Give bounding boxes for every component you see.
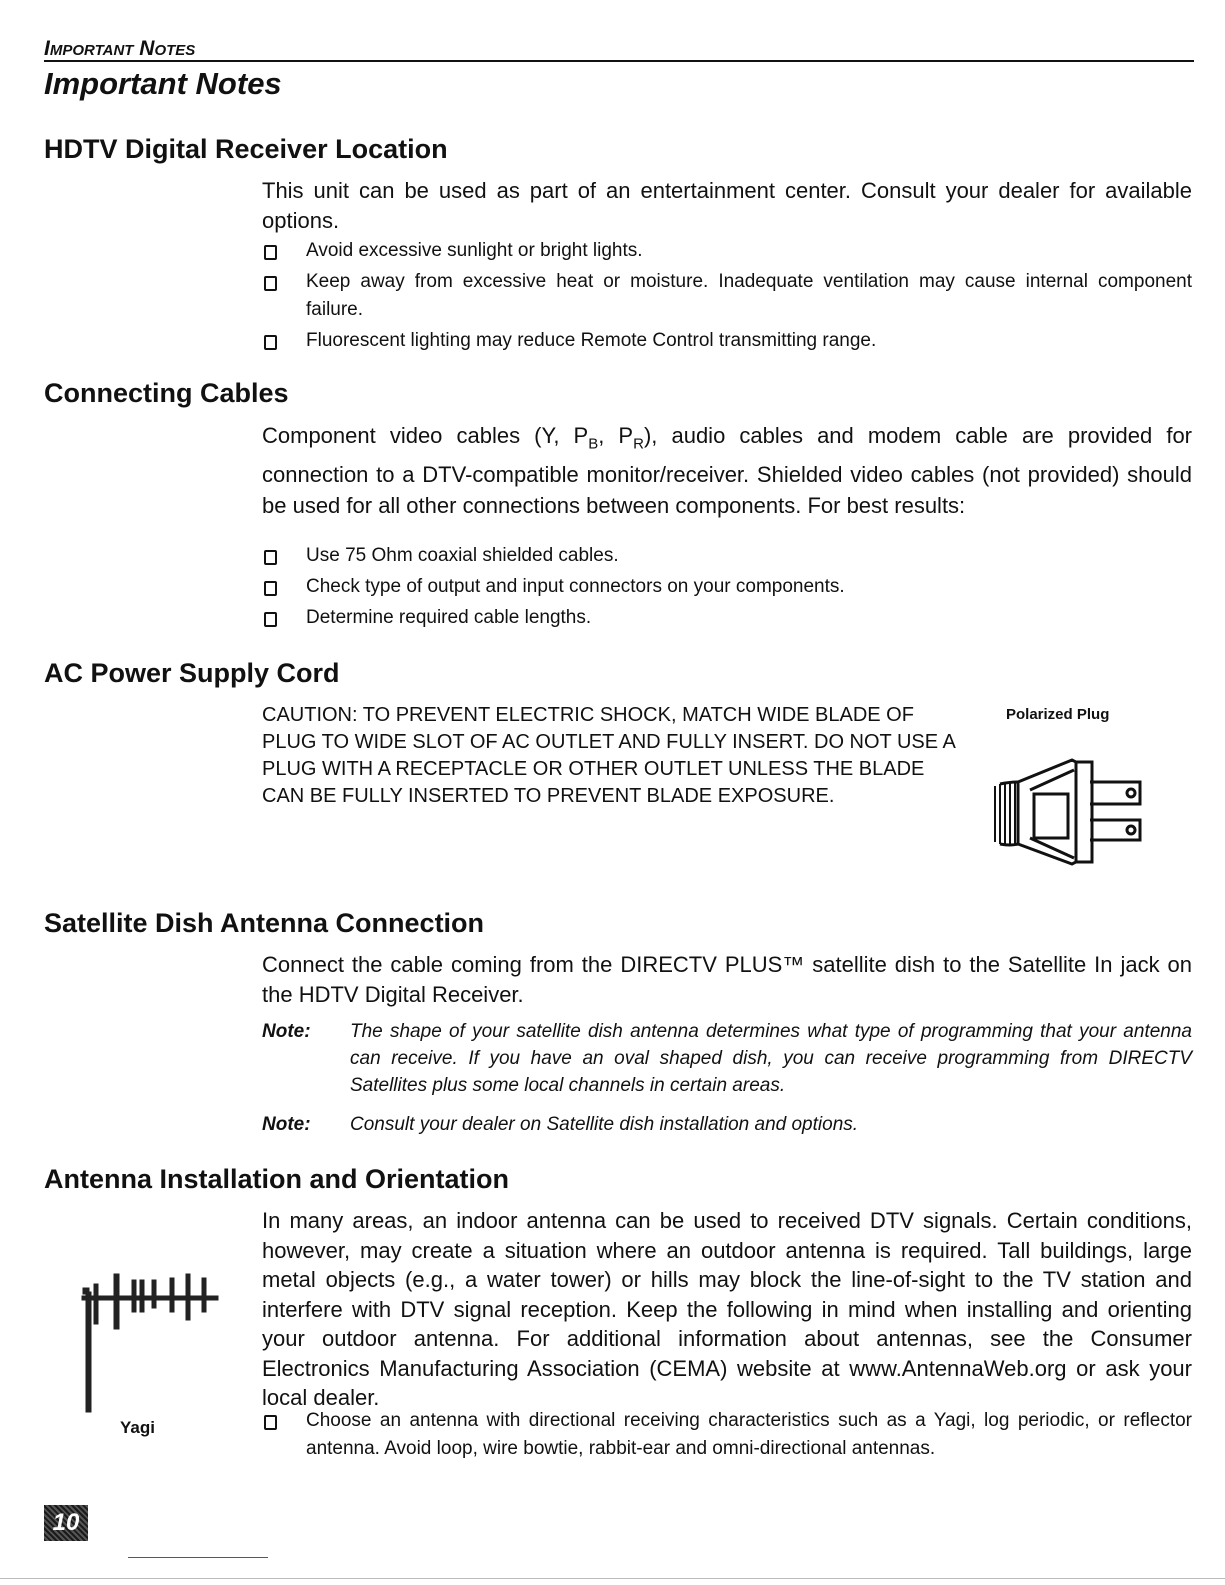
list-item: Determine required cable lengths. — [262, 604, 1192, 632]
paragraph: In many areas, an indoor antenna can be used to received DTV signals. Certain conditions, however, may create a situation where an outdoor antenna is required. Tall buildings, large metal objects (e.g., a water tower) or hills may block the line-of-sight to the TV station and interfere with DTV signal reception. Keep the following in mind when installing and orienting your outdoor antenna. For additional information about antennas, see the Consumer Electronics Manufacturing Association (CEMA) website at www.AntennaWeb.org or ask your local dealer. — [262, 1208, 1192, 1410]
polarized-plug-icon — [990, 754, 1155, 869]
page-title: Important Notes — [44, 66, 282, 101]
bullet-list — [262, 542, 1192, 635]
yagi-antenna-icon — [80, 1264, 220, 1414]
note — [262, 1018, 1192, 1099]
list-item: Check type of output and input connectors on your components. — [262, 573, 1192, 601]
checkbox-square-icon — [264, 550, 277, 565]
list-item: Choose an antenna with directional receiving characteristics such as a Yagi, log periodic, or reflector antenna. Avoid loop, wire bowtie, rabbit-ear and omni-directional antennas. — [262, 1407, 1192, 1463]
checkbox-square-icon — [264, 245, 277, 260]
checkbox-square-icon — [264, 276, 277, 291]
figure-caption: Polarized Plug — [1006, 706, 1110, 723]
running-header: Important Notes — [44, 38, 1194, 62]
bullet-list — [262, 237, 1192, 358]
list-item: Avoid excessive sunlight or bright lights. — [262, 237, 1192, 265]
figure-caption: Yagi — [120, 1418, 155, 1437]
paragraph: Component video cables (Y, $P_B$, $P_R$), audio cables and modem cable are provided for connection to a DTV-compatible monitor/receiver. Shielded video cables (not provided) should be used for all other connections between components. For best results: — [262, 423, 1193, 519]
checkbox-square-icon — [264, 1415, 277, 1430]
caution-text: CAUTION: TO PREVENT ELECTRIC SHOCK, MATCH WIDE BLADE OF PLUG TO WIDE SLOT OF AC OUTLET AND FULLY INSERT. DO NOT USE A PLUG WITH A RECEPTACLE OR OTHER OUTLET UNLESS THE BLADE CAN BE FULLY INSERTED TO PREVENT BLADE EXPOSURE. — [262, 704, 955, 807]
section-heading: Satellite Dish Antenna Connection — [44, 908, 485, 938]
checkbox-square-icon — [264, 581, 277, 596]
divider — [128, 1557, 268, 1558]
list-item: Use 75 Ohm coaxial shielded cables. — [262, 542, 1192, 570]
section-heading: Antenna Installation and Orientation — [44, 1164, 510, 1194]
divider — [0, 1578, 1225, 1579]
list-item: Fluorescent lighting may reduce Remote Control transmitting range. — [262, 327, 1192, 355]
note — [262, 1111, 1192, 1138]
note-text: Consult your dealer on Satellite dish installation and options. — [350, 1114, 859, 1135]
section-heading: HDTV Digital Receiver Location — [44, 134, 448, 164]
checkbox-square-icon — [264, 335, 277, 350]
section-heading: AC Power Supply Cord — [44, 658, 340, 688]
note-label: Note: — [262, 1114, 311, 1135]
section-heading: Connecting Cables — [44, 378, 289, 408]
page-number: 10 — [44, 1505, 88, 1541]
paragraph: Connect the cable coming from the DIRECTV PLUS™ satellite dish to the Satellite In jack on the HDTV Digital Receiver. — [262, 952, 1192, 1007]
list-item: Keep away from excessive heat or moisture. Inadequate ventilation may cause internal component failure. — [262, 268, 1192, 324]
note-text: The shape of your satellite dish antenna determines what type of programming that your antenna can receive. If you have an oval shaped dish, you can receive programming from DIRECTV Satellites plus some local channels in certain areas. — [350, 1021, 1192, 1096]
paragraph: This unit can be used as part of an entertainment center. Consult your dealer for available options. — [262, 178, 1192, 233]
bullet-list — [262, 1407, 1192, 1466]
checkbox-square-icon — [264, 612, 277, 627]
note-label: Note: — [262, 1021, 311, 1042]
